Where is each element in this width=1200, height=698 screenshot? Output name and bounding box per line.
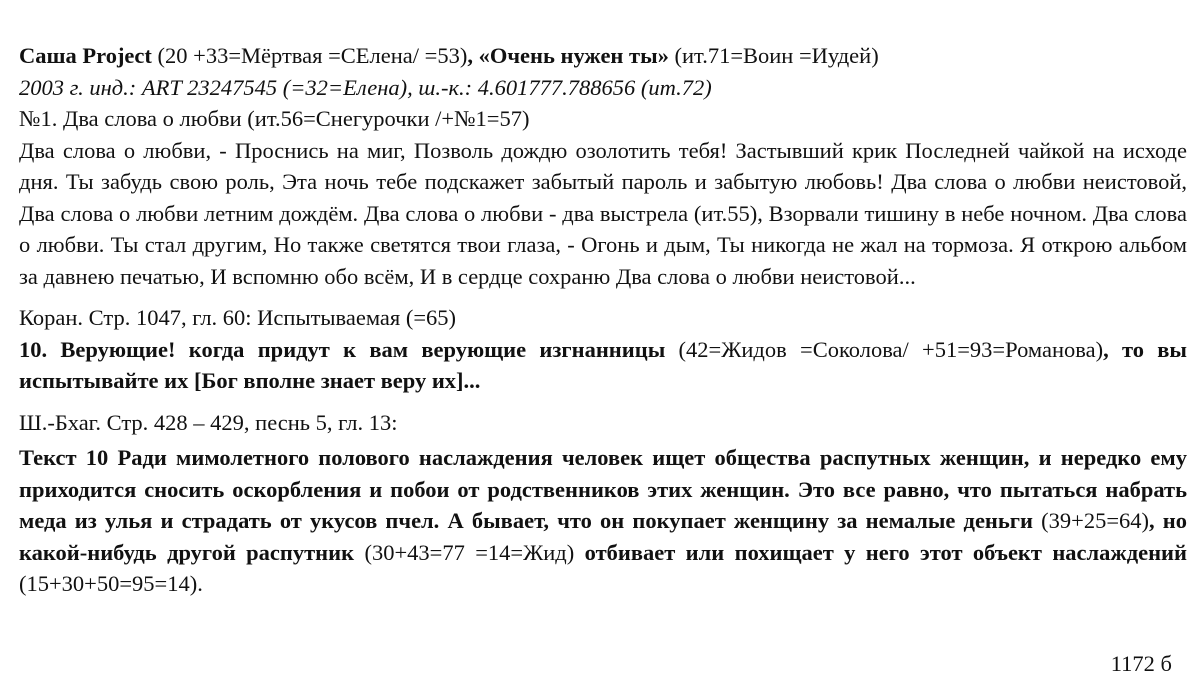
- album-calc: (ит.71=Воин =Иудей): [668, 43, 879, 68]
- album-header: [19, 40, 1187, 72]
- bhagavatam-text: [19, 442, 1187, 600]
- bhagavatam-reference: Ш.-Бхаг. Стр. 428 – 429, песнь 5, гл. 13:: [19, 409, 398, 435]
- album-title: «Очень нужен ты»: [478, 43, 669, 68]
- koran-verse: [19, 334, 1187, 397]
- page-number: 1172 б: [1110, 651, 1172, 676]
- bhagavatam-calc-3: (15+30+50=95=14).: [19, 571, 203, 596]
- track-heading: №1. Два слова о любви (ит.56=Снегурочки /+№1=57): [19, 106, 530, 131]
- bhagavatam-calc-1: (39+25=64): [1032, 508, 1149, 533]
- artist-calc: (20 +33=Мёртвая =СЕлена/ =53): [151, 43, 468, 68]
- koran-verse-calc: (42=Жидов =Соколова/ +51=93=Романова): [665, 336, 1104, 362]
- track-lyrics: Два слова о любви, - Проснись на миг, Позволь дождю озолотить тебя! Застывший крик Последней чайкой на исходе дня. Ты забудь свою роль, Эта ночь тебе подскажет забытый пароль и забытую любовь! Два слова о любви неистовой, Два слова о любви летним дождём. Два слова о любви - два выстрела (ит.55), Взорвали тишину в небе ночном. Два слова о любви. Ты стал другим, Но также светятся твои глаза, - Огонь и дым, Ты никогда не жал на тормоза. Я открою альбом за давнею печатью, И вспомню обо всём, И в сердце сохраню Два слова о любви неистовой...: [19, 137, 1187, 289]
- koran-verse-bold-2: , то вы испытывайте их [Бог вполне знает веру их]...: [19, 336, 1187, 393]
- document-page: [19, 40, 1187, 600]
- koran-verse-bold-1: 10. Верующие! когда придут к вам верующие изгнанницы: [19, 336, 666, 362]
- release-info: 2003 г. инд.: ART 23247545 (=32=Елена), ш.-к.: 4.601777.788656 (ит.72): [19, 74, 712, 100]
- artist-name: Саша Project: [19, 43, 152, 68]
- bhagavatam-calc-2: (30+43=77 =14=Жид): [354, 539, 575, 565]
- bhagavatam-bold-1: Текст 10 Ради мимолетного полового наслаждения человек ищет общества распутных женщин, и нередко ему приходится сносить оскорбления и побои от родственников этих женщин. Это все равно, что пытаться набрать меда из улья и страдать от укусов пчел. А бывает, что он покупает женщину за немалые деньги: [19, 445, 1187, 533]
- bhagavatam-bold-3: отбивает или похищает у него этот объект наслаждений: [574, 539, 1187, 565]
- koran-reference: Коран. Стр. 1047, гл. 60: Испытываемая (=65): [19, 305, 457, 330]
- bhagavatam-bold-2: , но какой-нибудь другой распутник: [19, 508, 1187, 565]
- header-comma: ,: [467, 43, 479, 68]
